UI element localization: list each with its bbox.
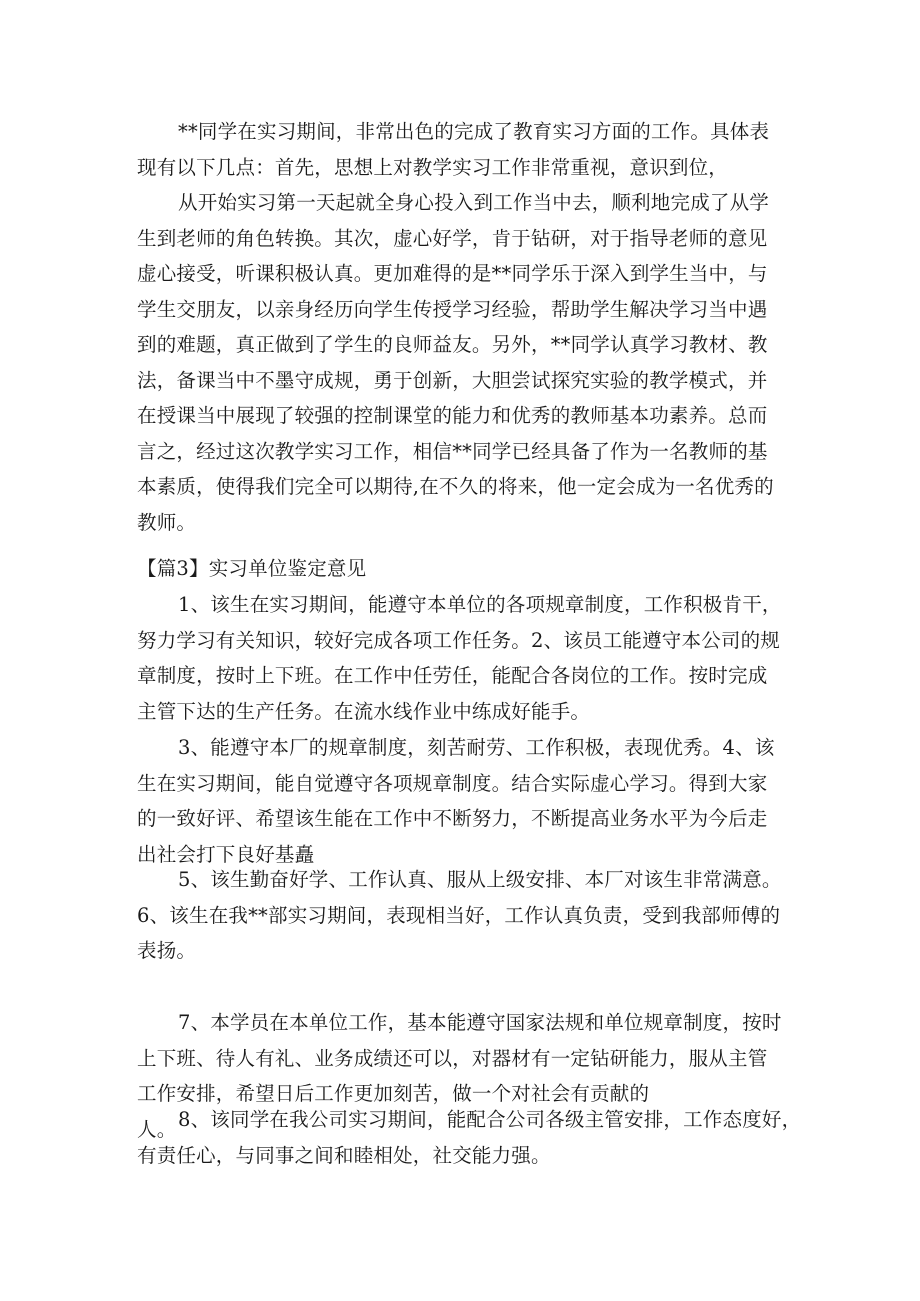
- text-line: 有责任心，与同事之间和睦相处，社交能力强。: [137, 1143, 551, 1167]
- text-line: 5、该生勤奋好学、工作认真、服从上级安排、本厂对该生非常满意。: [178, 868, 782, 891]
- section-heading: [137, 551, 801, 587]
- paragraph-s3: [137, 862, 801, 969]
- text-line: 7、本学员在本单位工作，基本能遵守国家法规和单位规章制度，按时: [178, 1011, 782, 1034]
- text-line: 章制度，按时上下班。在工作中任劳任，能配合各岗位的工作。按时完成: [137, 664, 768, 687]
- section-heading-text: 【篇3】实习单位鉴定意见: [137, 557, 367, 580]
- text-line: 在授课当中展现了较强的控制课堂的能力和优秀的教师基本功素养。总而: [137, 404, 768, 427]
- paragraph-s1: [137, 587, 801, 729]
- text-line: **同学在实习期间，非常出色的完成了教育实习方面的工作。具体表: [178, 120, 770, 143]
- text-line: 虚心接受，听课积极认真。更加难得的是**同学乐于深入到学生当中，与: [137, 262, 768, 285]
- text-line: 学生交朋友，以亲身经历向学生传授学习经验，帮助学生解决学习当中遇: [137, 297, 768, 321]
- paragraph-p1: [137, 114, 801, 185]
- text-line: 主管下达的生产任务。在流水线作业中练成好能手。: [137, 699, 591, 723]
- text-line: 到的难题，真正做到了学生的良师益友。另外，**同学认真学习教材、教: [137, 333, 768, 356]
- text-line: 3、能遵守本厂的规章制度，刻苦耐劳、工作积极，表现优秀。4、该: [178, 736, 775, 759]
- text-line: 言之，经过这次教学实习工作，相信**同学已经具备了作为一名教师的基: [137, 439, 768, 463]
- text-line: 6、该生在我**部实习期间，表现相当好，工作认真负责，受到我部师傅的: [137, 903, 781, 927]
- text-line: 法，备课当中不墨守成规，勇于创新，大胆尝试探究实验的教学模式，并: [137, 368, 768, 392]
- paragraph-s2: [137, 730, 801, 872]
- text-line: 从开始实习第一天起就全身心投入到工作当中去，顺利地完成了从学: [178, 191, 770, 214]
- text-line: 现有以下几点：首先，思想上对教学实习工作非常重视，意识到位，: [137, 155, 729, 179]
- text-line: 教师。: [137, 510, 197, 534]
- paragraph-p2: [137, 185, 801, 540]
- text-line: 表扬。: [137, 939, 197, 962]
- text-line: 工作安排，希望日后工作更加刻苦，做一个对社会有贡献的: [137, 1082, 650, 1105]
- text-line: 努力学习有关知识，较好完成各项工作任务。2、该员工能遵守本公司的规: [137, 628, 781, 652]
- text-line: 生到老师的角色转换。其次，虚心好学，肯于钻研，对于指导老师的意见: [137, 226, 768, 250]
- text-line: 上下班、待人有礼、业务成绩还可以，对器材有一定钻研能力，服从主管: [137, 1046, 768, 1070]
- text-line: 本素质，使得我们完全可以期待,在不久的将来，他一定会成为一名优秀的: [137, 475, 774, 498]
- text-line: 人。: [137, 1117, 177, 1141]
- text-line: 出社会打下良好基矗: [137, 842, 315, 866]
- text-line: 8、该同学在我公司实习期间，能配合公司各级主管安排，工作态度好，: [178, 1108, 802, 1131]
- text-line: 1、该生在实习期间，能遵守本单位的各项规章制度，工作积极肯干，: [178, 593, 782, 616]
- paragraph-s5: [137, 1102, 801, 1173]
- text-line: 生在实习期间，能自觉遵守各项规章制度。结合实际虚心学习。得到大家: [137, 771, 768, 795]
- text-line: 的一致好评、希望该生能在工作中不断努力，不断提高业务水平为今后走: [137, 807, 768, 830]
